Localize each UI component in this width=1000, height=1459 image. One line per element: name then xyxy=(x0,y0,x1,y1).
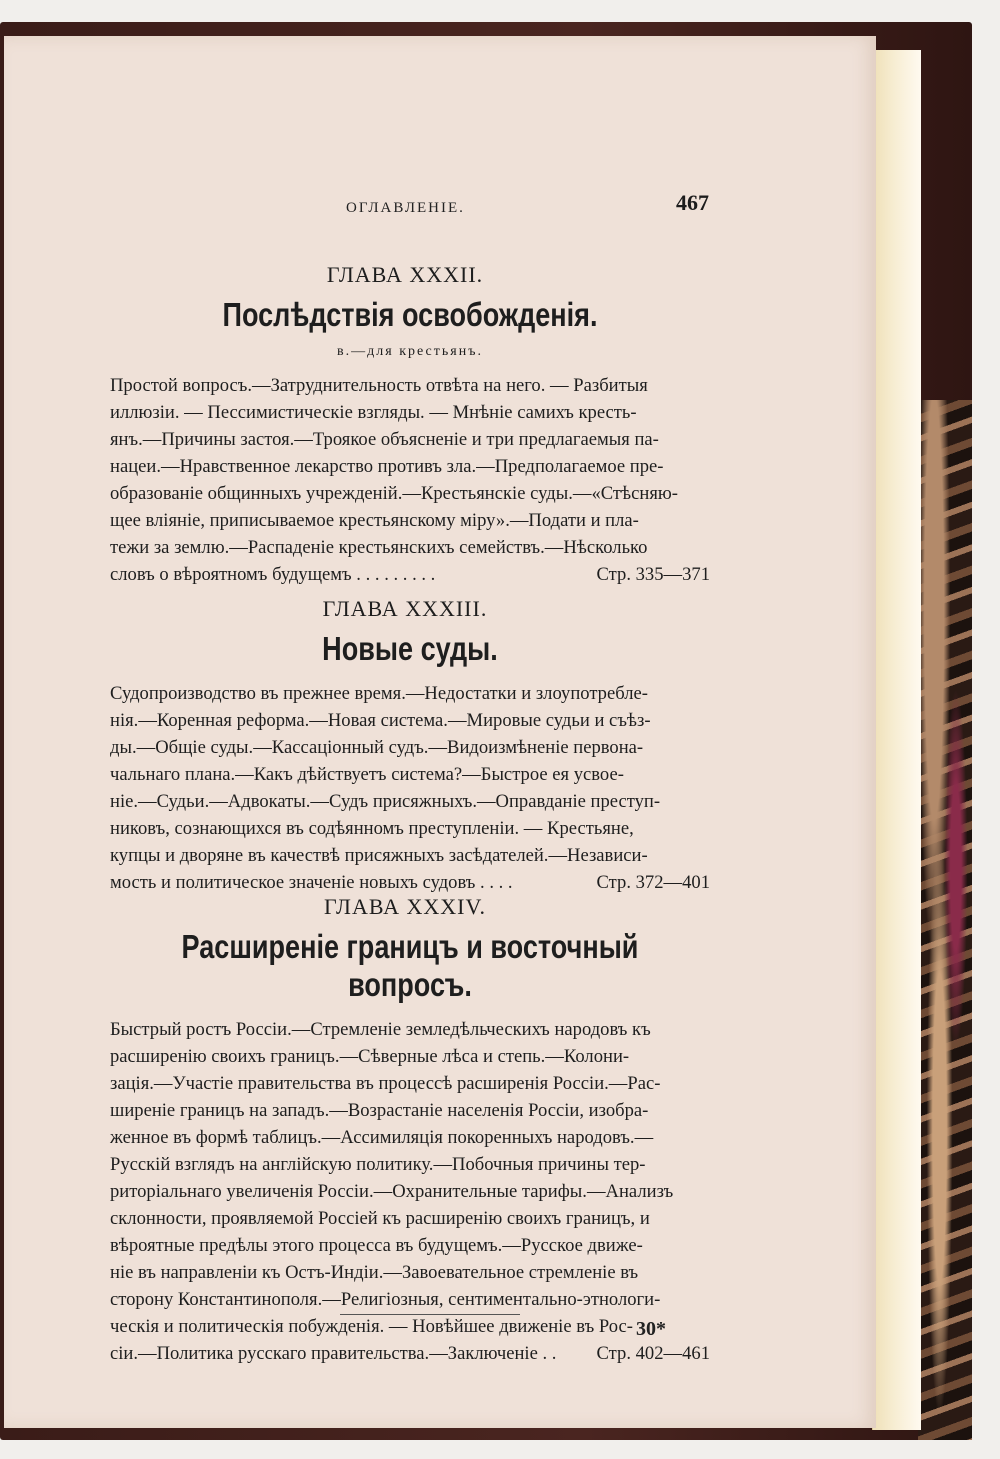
chapter-summary xyxy=(110,372,710,588)
chapter-34 xyxy=(110,894,710,1367)
running-title: ОГЛАВЛЕНІЕ. xyxy=(346,200,465,216)
summary-line: Русскій взглядъ на англійскую политику.—Побочныя причины тер- xyxy=(110,1154,646,1175)
page-range: Стр. 372—401 xyxy=(596,872,710,893)
summary-line: сіи.—Политика русскаго правительства.—Заключеніе . . xyxy=(110,1343,557,1364)
summary-last-line xyxy=(110,869,710,896)
summary-last-line xyxy=(110,561,710,588)
summary-line: склонности, проявляемой Россіей къ расширенію своихъ границъ, и xyxy=(110,1208,650,1229)
signature-mark: 30* xyxy=(636,1318,666,1340)
chapter-label: ГЛАВА XXXIII. xyxy=(322,596,488,621)
summary-line: зація.—Участіе правительства въ процессѣ расширенія Россіи.—Рас- xyxy=(110,1073,661,1094)
summary-line: Простой вопросъ.—Затруднительность отвѣта на него. — Разбитыя xyxy=(110,375,648,396)
summary-line: никовъ, сознающихся въ содѣянномъ преступленіи. — Крестьяне, xyxy=(110,818,634,839)
summary-line: чальнаго плана.—Какъ дѣйствуетъ система?—Быстрое ея усвое- xyxy=(110,764,624,785)
summary-line: женное въ формѣ таблицъ.—Ассимиляція покоренныхъ народовъ.— xyxy=(110,1127,654,1148)
page-number: 467 xyxy=(676,190,709,215)
summary-line: нія.—Коренная реформа.—Новая система.—Мировые судьи и съѣз- xyxy=(110,710,651,731)
summary-line: купцы и дворяне въ качествѣ присяжныхъ засѣдателей.—Независи- xyxy=(110,845,648,866)
summary-line: ширеніе границъ на западъ.—Возрастаніе населенія Россіи, изобра- xyxy=(110,1100,649,1121)
summary-line: щее вліяніе, приписываемое крестьянскому міру».—Подати и пла- xyxy=(110,510,639,531)
summary-line: ческія и политическія побужденія. — Новѣйшее движеніе въ Рос- xyxy=(110,1316,633,1337)
summary-last-line xyxy=(110,1340,710,1367)
chapter-subtitle: в.—для крестьянъ. xyxy=(337,344,483,359)
summary-line: мость и политическое значеніе новыхъ судовъ . . . . xyxy=(110,872,513,893)
summary-line: янъ.—Причины застоя.—Троякое объясненіе и три предлагаемыя па- xyxy=(110,429,659,450)
footer-rule xyxy=(340,1314,520,1315)
summary-line: риторіальнаго увеличенія Россіи.—Охранительные тарифы.—Анализъ xyxy=(110,1181,674,1202)
summary-line: ніе.—Судьи.—Адвокаты.—Судъ присяжныхъ.—Оправданіе преступ- xyxy=(110,791,661,812)
summary-line: иллюзіи. — Пессимистическіе взгляды. — Мнѣніе самихъ кресть- xyxy=(110,402,637,423)
summary-line: нацеи.—Нравственное лекарство противъ зла.—Предполагаемое пре- xyxy=(110,456,664,477)
summary-line: Быстрый ростъ Россіи.—Стремленіе земледѣльческихъ народовъ къ xyxy=(110,1019,651,1040)
chapter-32 xyxy=(110,262,710,588)
summary-line: Судопроизводство въ прежнее время.—Недостатки и злоупотребле- xyxy=(110,683,648,704)
marbled-edge xyxy=(918,400,972,1440)
chapter-title: Послѣдствія освобожденія. xyxy=(222,296,598,333)
summary-line: вѣроятные предѣлы этого процесса въ будущемъ.—Русское движе- xyxy=(110,1235,643,1256)
page-range: Стр. 335—371 xyxy=(596,564,710,585)
summary-line: ніе въ направленіи къ Остъ-Индіи.—Завоевательное стремленіе въ xyxy=(110,1262,639,1283)
chapter-summary xyxy=(110,680,710,896)
chapter-title: Новые суды. xyxy=(322,630,498,667)
chapter-label: ГЛАВА XXXIV. xyxy=(323,894,487,919)
summary-line: расширенію своихъ границъ.—Сѣверные лѣса и степь.—Колони- xyxy=(110,1046,630,1067)
chapter-title: Расширеніе границъ и восточный вопросъ. xyxy=(181,928,639,1003)
summary-line: сторону Константинополя.—Религіозныя, сентиментально-этнологи- xyxy=(110,1289,661,1310)
chapter-label: ГЛАВА XXXII. xyxy=(326,262,484,287)
summary-line: тежи за землю.—Распаденіе крестьянскихъ семействъ.—Нѣсколько xyxy=(110,537,648,558)
summary-line: ды.—Общіе суды.—Кассаціонный судъ.—Видоизмѣненіе первона- xyxy=(110,737,644,758)
page-range: Стр. 402—461 xyxy=(596,1343,710,1364)
chapter-33 xyxy=(110,596,710,896)
page-edges xyxy=(872,50,921,1430)
summary-line: образованіе общинныхъ учрежденій.—Крестьянскіе суды.—«Стѣсняю- xyxy=(110,483,678,504)
summary-line: словъ о вѣроятномъ будущемъ . . . . . . . . . xyxy=(110,564,436,585)
